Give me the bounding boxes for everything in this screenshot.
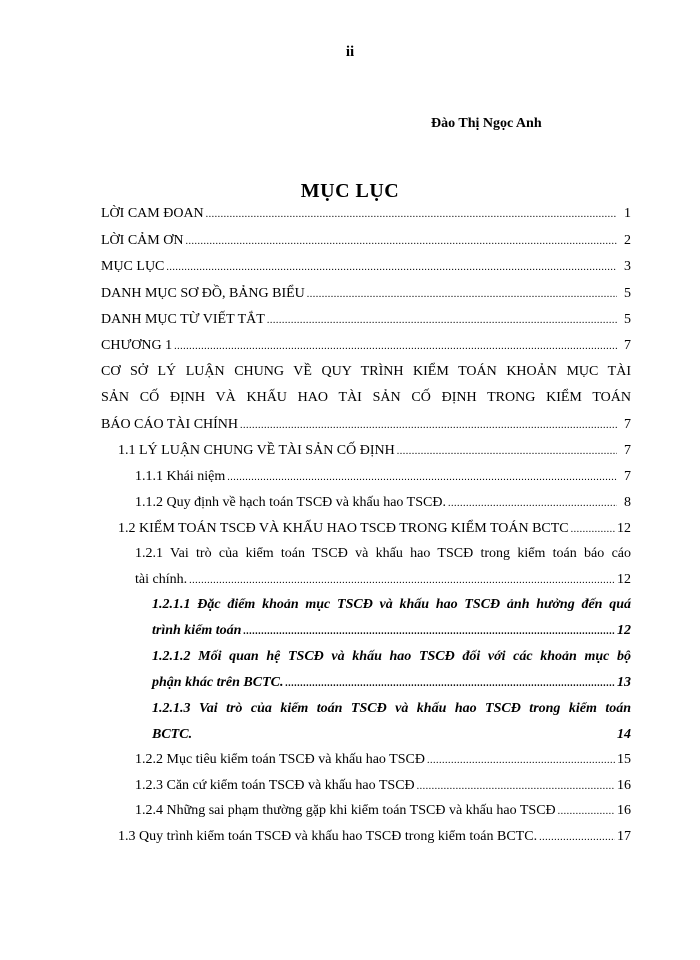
toc-entry[interactable] [118, 443, 631, 459]
toc-entry[interactable] [152, 727, 631, 743]
toc-entry-page: 7 [624, 417, 631, 432]
toc-entry-page: 3 [624, 259, 631, 274]
toc-entry-page: 7 [624, 443, 631, 458]
toc-entry[interactable] [135, 572, 631, 588]
toc-entry-label: 1.1.1 Khái niệm [135, 469, 226, 484]
toc-entry-label: 1.1.2 Quy định về hạch toán TSCĐ và khấu hao TSCĐ. [135, 495, 446, 510]
toc-entry-label[interactable]: 1.2.1 Vai trò của kiểm toán TSCĐ và khấu hao TSCĐ trong kiểm toán báo cáo [135, 546, 631, 561]
toc-entry-label: 1.2.4 Những sai phạm thường gặp khi kiểm toán TSCĐ và khấu hao TSCĐ [135, 803, 556, 818]
toc-entry[interactable] [135, 803, 631, 819]
toc-entry-page: 1 [624, 206, 631, 221]
toc-entry-label: CHƯƠNG 1 [101, 338, 173, 353]
toc-entry-label: BÁO CÁO TÀI CHÍNH [101, 417, 239, 432]
toc-entry-label: 1.2.2 Mục tiêu kiểm toán TSCĐ và khấu hao TSCĐ [135, 752, 425, 767]
toc-entry[interactable] [101, 259, 631, 275]
toc-title: MỤC LỤC [300, 180, 400, 202]
dot-leader [185, 236, 617, 247]
toc-entry[interactable] [101, 233, 631, 249]
dot-leader [206, 209, 617, 220]
dot-leader [243, 626, 615, 637]
toc-entry-label: BCTC. [152, 727, 193, 742]
toc-entry[interactable] [101, 417, 631, 433]
dot-leader [240, 420, 617, 431]
dot-leader [448, 498, 617, 509]
toc-entry-page: 12 [617, 572, 631, 587]
toc-entry[interactable] [101, 286, 631, 302]
toc-entry-page: 13 [617, 675, 631, 690]
toc-entry-page: 8 [624, 495, 631, 510]
dot-leader [427, 755, 615, 766]
toc-entry-label: LỜI CẢM ƠN [101, 233, 184, 248]
dot-leader [285, 678, 615, 689]
toc-entry-label: tài chính. [135, 572, 188, 587]
toc-entry[interactable] [135, 778, 631, 794]
toc-entry-page: 7 [624, 469, 631, 484]
toc-entry[interactable] [118, 521, 631, 537]
dot-leader [397, 446, 617, 457]
dot-leader [307, 289, 617, 300]
toc-entry-label: 1.1 LÝ LUẬN CHUNG VỀ TÀI SẢN CỐ ĐỊNH [118, 443, 395, 458]
dot-leader [174, 341, 617, 352]
dot-leader [267, 315, 617, 326]
toc-entry-page: 12 [617, 623, 631, 638]
toc-entry[interactable] [135, 752, 631, 768]
toc-entry-page: 7 [624, 338, 631, 353]
author-name: Đào Thị Ngọc Anh [431, 116, 542, 131]
toc-entry-label: 1.2.3 Căn cứ kiểm toán TSCĐ và khấu hao TSCĐ [135, 778, 415, 793]
toc-entry-label: DANH MỤC SƠ ĐỒ, BẢNG BIỂU [101, 286, 305, 301]
toc-entry-page: 15 [617, 752, 631, 767]
dot-leader [539, 832, 615, 843]
toc-entry-label: DANH MỤC TỪ VIẾT TẮT [101, 312, 265, 327]
toc-entry-page: 5 [624, 286, 631, 301]
toc-entry[interactable] [135, 495, 631, 511]
toc-entry-label: phận khác trên BCTC. [152, 675, 284, 690]
toc-entry-page: 16 [617, 778, 631, 793]
toc-entry-page: 14 [617, 727, 631, 742]
toc-entry-label[interactable]: 1.2.1.2 Mối quan hệ TSCĐ và khấu hao TSCĐ đối với các khoản mục bộ [152, 649, 631, 664]
toc-entry[interactable] [101, 338, 631, 354]
toc-entry-label: 1.2 KIỂM TOÁN TSCĐ VÀ KHẤU HAO TSCĐ TRONG KIỂM TOÁN BCTC [118, 521, 569, 536]
page-number: ii [345, 44, 355, 60]
dot-leader [417, 781, 615, 792]
toc-entry-label: trình kiểm toán [152, 623, 242, 638]
toc-entry[interactable] [152, 623, 631, 639]
toc-entry-label[interactable]: 1.2.1.3 Vai trò của kiểm toán TSCĐ và khấu hao TSCĐ trong kiểm toán [152, 701, 631, 716]
toc-entry-page: 17 [617, 829, 631, 844]
dot-leader [227, 472, 617, 483]
dot-leader [571, 524, 615, 535]
toc-entry-label: 1.3 Quy trình kiểm toán TSCĐ và khấu hao TSCĐ trong kiểm toán BCTC. [118, 829, 538, 844]
toc-entry-label[interactable]: SẢN CỐ ĐỊNH VÀ KHẤU HAO TÀI SẢN CỐ ĐỊNH TRONG KIỂM TOÁN [101, 390, 631, 405]
toc-entry-page: 12 [617, 521, 631, 536]
toc-entry[interactable] [101, 312, 631, 328]
toc-entry-label: MỤC LỤC [101, 259, 165, 274]
dot-leader [166, 262, 617, 273]
toc-entry-label: LỜI CAM ĐOAN [101, 206, 204, 221]
dot-leader [189, 575, 615, 586]
toc-entry[interactable] [152, 675, 631, 691]
toc-entry-page: 2 [624, 233, 631, 248]
toc-entry-page: 5 [624, 312, 631, 327]
toc-entry[interactable] [118, 829, 631, 845]
toc-entry[interactable] [101, 206, 631, 222]
dot-leader [558, 806, 615, 817]
toc-entry-label[interactable]: CƠ SỞ LÝ LUẬN CHUNG VỀ QUY TRÌNH KIỂM TOÁN KHOẢN MỤC TÀI [101, 364, 631, 379]
toc-entry-label[interactable]: 1.2.1.1 Đặc điểm khoản mục TSCĐ và khấu hao TSCĐ ảnh hưởng đến quá [152, 597, 631, 612]
toc-entry[interactable] [135, 469, 631, 485]
toc-entry-page: 16 [617, 803, 631, 818]
